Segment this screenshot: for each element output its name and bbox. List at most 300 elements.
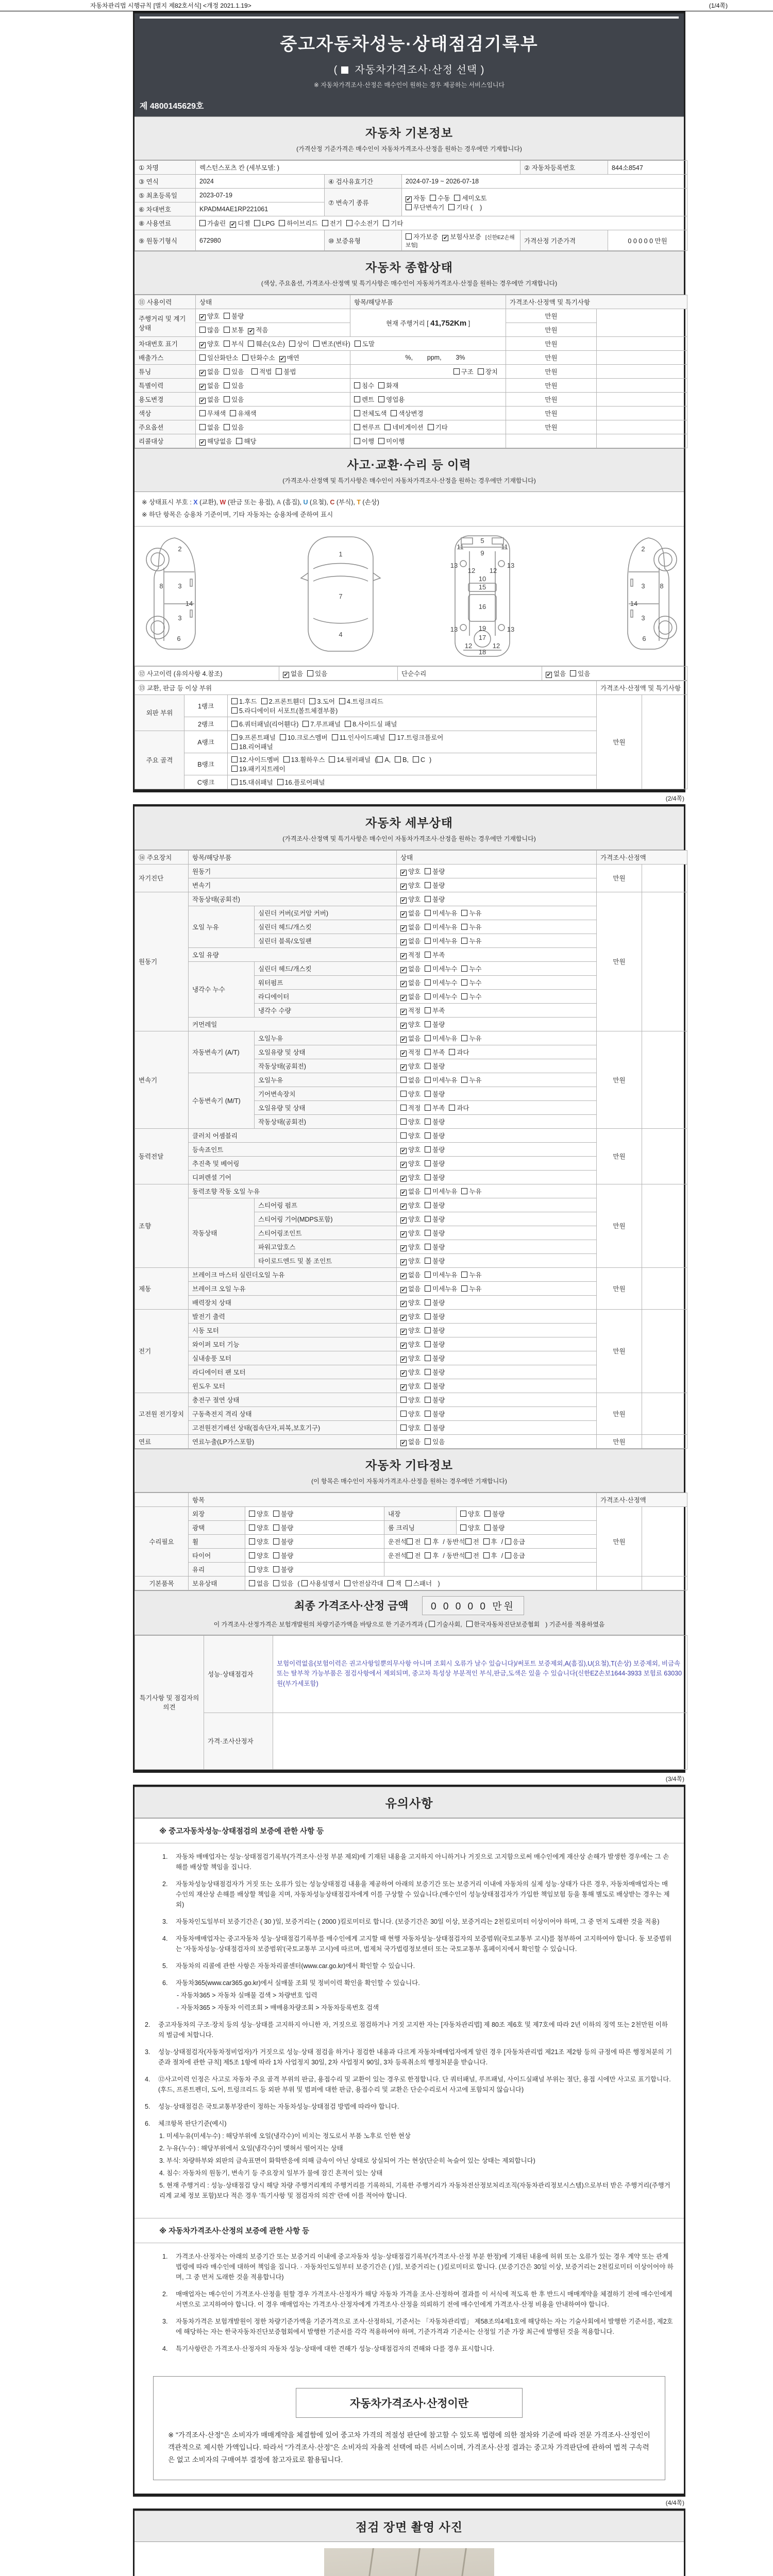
checkbox-option[interactable] [484,1509,505,1518]
checkbox-option[interactable] [400,1423,421,1432]
checkbox-option[interactable] [400,1340,421,1349]
checkbox-icon[interactable] [425,1313,431,1319]
checkbox-icon[interactable] [425,1244,431,1250]
checkbox-icon[interactable] [354,382,360,388]
checkbox-option[interactable] [400,1103,421,1112]
checkbox-option[interactable] [400,1312,421,1321]
checkbox-option[interactable] [425,936,457,945]
checkbox-icon[interactable] [425,1299,431,1306]
checkbox-icon[interactable] [484,1524,491,1531]
checkbox-option[interactable] [224,367,244,376]
checkbox-icon[interactable] [461,1188,467,1194]
checkbox-option[interactable] [231,777,273,787]
checkbox-option[interactable] [283,755,325,764]
checkbox-option[interactable] [378,395,405,404]
checkbox-checked-icon[interactable]: ✔ [401,925,406,931]
checkbox-icon[interactable] [425,1118,431,1125]
checkbox-option[interactable] [442,232,481,241]
checkbox-option[interactable] [332,733,385,742]
checkbox-icon[interactable] [313,341,320,347]
checkbox-icon[interactable] [322,220,328,226]
checkbox-icon[interactable] [224,382,230,388]
checkbox-option[interactable] [425,1006,445,1015]
checkbox-option[interactable] [273,1509,293,1518]
checkbox-icon[interactable] [425,1369,431,1375]
checkbox-option[interactable] [425,867,445,876]
checkbox-option[interactable] [277,777,325,787]
checkbox-option[interactable] [400,1200,421,1210]
checkbox-option[interactable] [249,1579,269,1588]
checkbox-option[interactable] [400,1187,421,1196]
checkbox-option[interactable] [400,1437,421,1446]
checkbox-checked-icon[interactable]: ✔ [200,398,205,404]
checkbox-option[interactable] [425,922,457,931]
checkbox-option[interactable] [354,381,374,390]
checkbox-icon[interactable] [454,195,460,201]
checkbox-icon[interactable] [249,1538,255,1545]
checkbox-icon[interactable] [377,756,383,762]
checkbox-checked-icon[interactable]: ✔ [401,1008,406,1015]
checkbox-option[interactable] [231,706,338,715]
checkbox-checked-icon[interactable]: ✔ [401,869,406,876]
checkbox-option[interactable] [261,697,306,706]
checkbox-checked-icon[interactable]: ✔ [401,1384,406,1391]
checkbox-icon[interactable] [230,410,236,416]
checkbox-icon[interactable] [425,1341,431,1347]
checkbox-option[interactable] [407,1551,421,1560]
checkbox-checked-icon[interactable]: ✔ [283,671,289,678]
checkbox-icon[interactable] [345,721,351,727]
checkbox-icon[interactable] [425,1146,431,1153]
checkbox-icon[interactable] [378,382,384,388]
checkbox-option[interactable] [454,193,486,202]
checkbox-option[interactable] [425,908,457,918]
checkbox-checked-icon[interactable]: ✔ [200,370,205,376]
checkbox-option[interactable] [242,353,275,362]
checkbox-option[interactable] [378,436,405,446]
checkbox-option[interactable] [400,1159,421,1168]
checkbox-option[interactable] [425,1437,445,1446]
checkbox-checked-icon[interactable]: ✔ [401,1314,406,1321]
checkbox-icon[interactable] [303,721,309,727]
checkbox-option[interactable] [465,1537,479,1546]
checkbox-option[interactable] [400,1270,421,1279]
checkbox-icon[interactable] [461,910,467,916]
checkbox-icon[interactable] [344,1580,350,1586]
checkbox-checked-icon[interactable]: ✔ [401,1203,406,1210]
checkbox-icon[interactable] [425,896,431,902]
checkbox-option[interactable] [425,1270,457,1279]
checkbox-icon[interactable] [249,1580,255,1586]
checkbox-option[interactable] [400,1395,421,1404]
checkbox-icon[interactable] [483,1552,490,1558]
checkbox-icon[interactable] [425,1105,431,1111]
checkbox-option[interactable] [425,1353,445,1363]
checkbox-option[interactable] [425,964,457,973]
checkbox-icon[interactable] [425,979,431,986]
checkbox-option[interactable] [425,1537,439,1546]
checkbox-option[interactable] [224,311,244,320]
checkbox-icon[interactable] [389,734,395,740]
checkbox-option[interactable] [400,1117,421,1126]
checkbox-option[interactable] [231,742,273,751]
checkbox-option[interactable] [273,1537,293,1546]
checkbox-icon[interactable] [384,424,391,430]
checkbox-icon[interactable] [242,354,248,361]
checkbox-icon[interactable] [466,1621,473,1627]
checkbox-option[interactable] [425,1340,445,1349]
checkbox-option[interactable] [466,1620,540,1629]
checkbox-option[interactable] [199,409,226,418]
checkbox-option[interactable] [425,1298,445,1307]
checkbox-option[interactable] [461,1187,481,1196]
checkbox-option[interactable] [505,1537,525,1546]
checkbox-checked-icon[interactable]: ✔ [200,384,205,390]
checkbox-icon[interactable] [231,721,238,727]
checkbox-option[interactable] [231,764,285,773]
checkbox-icon[interactable] [425,1035,431,1041]
checkbox-option[interactable] [400,992,421,1001]
checkbox-option[interactable] [425,1242,445,1251]
checkbox-icon[interactable] [400,1411,407,1417]
checkbox-icon[interactable] [425,1132,431,1139]
checkbox-option[interactable] [279,218,317,228]
checkbox-option[interactable] [406,202,444,212]
checkbox-option[interactable] [505,1551,525,1560]
checkbox-option[interactable] [355,339,375,348]
checkbox-icon[interactable] [279,220,285,226]
checkbox-icon[interactable] [425,924,431,930]
checkbox-option[interactable] [400,880,421,890]
checkbox-option[interactable] [283,669,303,678]
checkbox-icon[interactable] [461,1035,467,1041]
checkbox-icon[interactable] [425,1258,431,1264]
checkbox-option[interactable] [248,325,268,334]
checkbox-checked-icon[interactable]: ✔ [401,1147,406,1154]
checkbox-icon[interactable] [249,1552,255,1558]
checkbox-option[interactable] [224,325,244,334]
checkbox-icon[interactable] [236,438,242,444]
checkbox-icon[interactable] [261,698,267,704]
checkbox-option[interactable] [483,1537,497,1546]
checkbox-icon[interactable] [570,670,576,676]
checkbox-option[interactable] [400,1326,421,1335]
checkbox-checked-icon[interactable]: ✔ [401,1050,406,1057]
checkbox-icon[interactable] [484,1511,491,1517]
checkbox-option[interactable] [400,1173,421,1182]
checkbox-icon[interactable] [400,1118,407,1125]
checkbox-icon[interactable] [309,698,315,704]
checkbox-icon[interactable] [400,1077,407,1083]
checkbox-icon[interactable] [425,1160,431,1166]
checkbox-checked-icon[interactable]: ✔ [546,671,551,678]
checkbox-icon[interactable] [483,1538,490,1545]
checkbox-icon[interactable] [425,1174,431,1180]
checkbox-option[interactable] [400,1256,421,1265]
checkbox-checked-icon[interactable]: ✔ [200,314,205,320]
checkbox-icon[interactable] [354,396,360,402]
checkbox-option[interactable] [248,339,285,348]
checkbox-option[interactable] [400,1381,421,1391]
checkbox-option[interactable] [425,1367,445,1377]
checkbox-option[interactable] [430,193,450,202]
checkbox-icon[interactable] [407,1552,413,1558]
checkbox-checked-icon[interactable]: ✔ [401,1328,406,1335]
checkbox-checked-icon[interactable]: ✔ [401,1273,406,1279]
checkbox-option[interactable] [273,1551,293,1560]
checkbox-option[interactable] [329,755,371,764]
checkbox-option[interactable] [309,697,335,706]
checkbox-option[interactable] [461,1033,481,1043]
checkbox-option[interactable] [400,908,421,918]
checkbox-checked-icon[interactable]: ✔ [200,439,205,446]
checkbox-icon[interactable] [231,743,238,750]
checkbox-icon[interactable] [425,993,431,999]
checkbox-icon[interactable] [453,368,460,375]
checkbox-icon[interactable] [461,1272,467,1278]
checkbox-option[interactable] [448,202,482,212]
checkbox-option[interactable] [425,1381,445,1391]
checkbox-icon[interactable] [251,368,258,375]
checkbox-icon[interactable] [400,1397,407,1403]
checkbox-option[interactable] [425,1173,445,1182]
checkbox-icon[interactable] [461,1285,467,1292]
checkbox-icon[interactable] [199,220,206,226]
checkbox-icon[interactable] [400,1425,407,1431]
checkbox-option[interactable] [344,1579,383,1588]
checkbox-option[interactable] [249,1509,269,1518]
checkbox-option[interactable] [425,992,457,1001]
checkbox-icon[interactable] [425,1285,431,1292]
checkbox-option[interactable] [461,1075,481,1084]
checkbox-option[interactable] [425,1047,445,1057]
checkbox-icon[interactable] [505,1538,511,1545]
checkbox-option[interactable] [425,1131,445,1140]
checkbox-icon[interactable] [276,368,282,375]
checkbox-icon[interactable] [460,1524,466,1531]
checkbox-option[interactable] [384,422,423,432]
checkbox-checked-icon[interactable]: ✔ [401,1064,406,1071]
checkbox-option[interactable] [400,1020,421,1029]
checkbox-icon[interactable] [254,220,260,226]
checkbox-icon[interactable] [425,1021,431,1027]
checkbox-checked-icon[interactable]: ✔ [200,342,205,348]
checkbox-option[interactable] [224,422,244,432]
checkbox-option[interactable] [425,978,457,987]
checkbox-icon[interactable] [231,779,238,785]
checkbox-option[interactable] [400,922,421,931]
checkbox-icon[interactable] [460,1511,466,1517]
checkbox-icon[interactable] [425,868,431,874]
checkbox-checked-icon[interactable]: ✔ [401,953,406,959]
checkbox-option[interactable] [322,218,342,228]
checkbox-icon[interactable] [425,1063,431,1069]
checkbox-option[interactable] [461,964,481,973]
checkbox-option[interactable] [460,1523,480,1532]
checkbox-icon[interactable] [425,1216,431,1222]
checkbox-icon[interactable] [425,1411,431,1417]
checkbox-icon[interactable] [425,1383,431,1389]
checkbox-option[interactable] [231,697,257,706]
checkbox-icon[interactable] [395,756,401,762]
checkbox-option[interactable] [425,1214,445,1224]
checkbox-icon[interactable] [277,779,283,785]
checkbox-icon[interactable] [280,734,286,740]
checkbox-option[interactable] [199,311,220,320]
checkbox-option[interactable] [425,1326,445,1335]
checkbox-icon[interactable] [354,410,360,416]
checkbox-icon[interactable] [224,327,230,333]
checkbox-icon[interactable] [391,410,397,416]
checkbox-option[interactable] [224,339,244,348]
checkbox-option[interactable] [400,1075,421,1084]
checkbox-checked-icon[interactable]: ✔ [401,967,406,973]
checkbox-icon[interactable] [249,1511,255,1517]
checkbox-option[interactable] [273,1579,293,1588]
checkbox-checked-icon[interactable]: ✔ [401,1342,406,1349]
checkbox-option[interactable] [400,1367,421,1377]
checkbox-option[interactable] [230,409,256,418]
checkbox-icon[interactable] [425,1049,431,1055]
checkbox-option[interactable] [231,755,279,764]
checkbox-option[interactable] [483,1551,497,1560]
checkbox-option[interactable] [449,1047,469,1057]
checkbox-icon[interactable] [425,1397,431,1403]
checkbox-icon[interactable] [461,938,467,944]
checkbox-icon[interactable] [400,1091,407,1097]
checkbox-icon[interactable] [289,341,295,347]
checkbox-icon[interactable] [465,1538,472,1545]
checkbox-icon[interactable] [388,1580,394,1586]
checkbox-option[interactable] [224,395,244,404]
checkbox-checked-icon[interactable]: ✔ [401,994,406,1001]
checkbox-option[interactable] [570,669,590,678]
checkbox-option[interactable] [346,218,379,228]
checkbox-option[interactable] [425,1117,445,1126]
checkbox-icon[interactable] [413,756,419,762]
checkbox-option[interactable] [231,719,298,728]
checkbox-option[interactable] [303,719,341,728]
checkbox-icon[interactable] [231,756,238,762]
checkbox-icon[interactable] [224,368,230,375]
checkbox-option[interactable] [400,867,421,876]
checkbox-option[interactable] [406,193,426,202]
checkbox-checked-icon[interactable]: ✔ [401,1175,406,1182]
checkbox-checked-icon[interactable]: ✔ [401,1022,406,1029]
filled-checkbox-icon[interactable] [341,66,348,74]
checkbox-option[interactable] [395,756,409,764]
checkbox-option[interactable] [461,992,481,1001]
checkbox-icon[interactable] [425,952,431,958]
checkbox-option[interactable] [249,1523,269,1532]
checkbox-icon[interactable] [248,341,254,347]
checkbox-option[interactable] [289,339,309,348]
checkbox-option[interactable] [249,1565,269,1574]
checkbox-icon[interactable] [425,882,431,888]
checkbox-option[interactable] [425,1312,445,1321]
checkbox-icon[interactable] [224,396,230,402]
checkbox-option[interactable] [484,1523,505,1532]
checkbox-icon[interactable] [273,1524,279,1531]
checkbox-option[interactable] [428,422,448,432]
checkbox-option[interactable] [400,1033,421,1043]
checkbox-option[interactable] [425,1395,445,1404]
checkbox-option[interactable] [461,936,481,945]
checkbox-icon[interactable] [339,698,345,704]
checkbox-option[interactable] [400,1145,421,1154]
checkbox-icon[interactable] [249,1524,255,1531]
checkbox-checked-icon[interactable]: ✔ [401,1189,406,1196]
checkbox-option[interactable] [354,422,380,432]
checkbox-option[interactable] [354,409,386,418]
checkbox-option[interactable] [249,1537,269,1546]
checkbox-icon[interactable] [231,707,238,714]
checkbox-option[interactable] [461,922,481,931]
checkbox-option[interactable] [425,1089,445,1098]
checkbox-icon[interactable] [430,195,436,201]
checkbox-option[interactable] [400,1089,421,1098]
checkbox-option[interactable] [199,339,220,348]
checkbox-option[interactable] [378,381,398,390]
checkbox-option[interactable] [425,1187,457,1196]
checkbox-option[interactable] [400,1006,421,1015]
checkbox-option[interactable] [546,669,566,678]
checkbox-checked-icon[interactable]: ✔ [401,1161,406,1168]
checkbox-icon[interactable] [461,979,467,986]
checkbox-checked-icon[interactable]: ✔ [248,328,254,334]
checkbox-icon[interactable] [346,220,352,226]
checkbox-checked-icon[interactable]: ✔ [406,196,411,202]
checkbox-icon[interactable] [231,766,238,772]
checkbox-option[interactable] [388,1579,401,1588]
checkbox-option[interactable] [425,1200,445,1210]
checkbox-option[interactable] [425,1033,457,1043]
checkbox-checked-icon[interactable]: ✔ [401,1439,406,1446]
checkbox-option[interactable] [425,1409,445,1418]
checkbox-icon[interactable] [449,1105,455,1111]
checkbox-option[interactable] [231,733,276,742]
checkbox-icon[interactable] [354,424,360,430]
checkbox-icon[interactable] [425,1327,431,1333]
checkbox-icon[interactable] [273,1552,279,1558]
checkbox-icon[interactable] [461,965,467,972]
checkbox-option[interactable] [461,1270,481,1279]
checkbox-icon[interactable] [199,354,206,361]
checkbox-icon[interactable] [505,1552,511,1558]
checkbox-icon[interactable] [465,1552,472,1558]
checkbox-option[interactable] [249,1551,269,1560]
checkbox-option[interactable] [400,894,421,904]
checkbox-option[interactable] [400,1298,421,1307]
checkbox-option[interactable] [400,1131,421,1140]
checkbox-option[interactable] [425,1284,457,1293]
checkbox-option[interactable] [236,436,256,446]
checkbox-option[interactable] [354,395,374,404]
checkbox-option[interactable] [425,880,445,890]
checkbox-checked-icon[interactable]: ✔ [401,1300,406,1307]
checkbox-option[interactable] [199,395,220,404]
checkbox-option[interactable] [199,325,220,334]
checkbox-icon[interactable] [425,910,431,916]
checkbox-option[interactable] [400,964,421,973]
checkbox-checked-icon[interactable]: ✔ [443,235,448,241]
checkbox-option[interactable] [425,1551,439,1560]
checkbox-option[interactable] [224,381,244,390]
checkbox-icon[interactable] [425,1007,431,1013]
checkbox-option[interactable] [389,733,443,742]
checkbox-option[interactable] [425,1423,445,1432]
checkbox-option[interactable] [254,220,275,227]
